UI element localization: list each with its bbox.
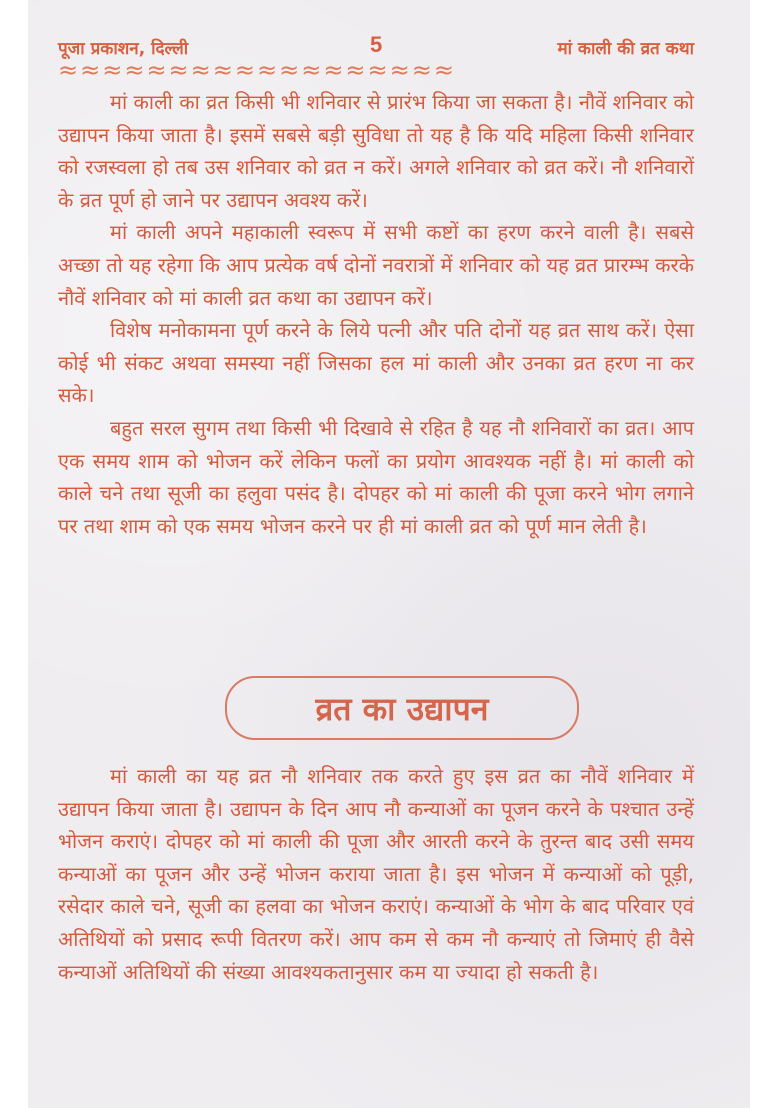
page-number: 5 — [370, 32, 383, 57]
publisher-name: पूजा प्रकाशन, दिल्ली — [58, 39, 189, 59]
paragraph: विशेष मनोकामना पूर्ण करने के लिये पत्नी और पति दोनों यह व्रत साथ करें। ऐसा कोई भी संकट अथवा समस्या नहीं जिसका हल मां काली और उनका व्रत हरण ना कर सके। — [58, 318, 694, 408]
paragraph: बहुत सरल सुगम तथा किसी भी दिखावे से रहित है यह नौ शनिवारों का व्रत। आप एक समय शाम को भोजन करें लेकिन फलों का प्रयोग आवश्यक नहीं है। मां काली को काले चने तथा सूजी का हलुवा पसंद है। दोपहर को मां काली की पूजा करने भोग लगाने पर तथा शाम को एक समय भोजन करने पर ही मां काली व्रत को पूर्ण मान लेती है। — [58, 415, 694, 538]
section-intro — [58, 86, 694, 542]
section-udyapan — [58, 760, 694, 988]
book-title: मां काली की व्रत कथा — [557, 39, 694, 59]
section-heading-box — [225, 676, 579, 740]
paragraph: मां काली का व्रत किसी भी शनिवार से प्रारंभ किया जा सकता है। नौवें शनिवार को उद्यापन किया जाता है। इसमें सबसे बड़ी सुविधा तो यह है कि यदि महिला किसी शनिवार को रजस्वला हो तब उस शनिवार को व्रत न करें। अगले शनिवार को व्रत करें। नौ शनिवारों के व्रत पूर्ण हो जाने पर उद्यापन अवश्य करें। — [58, 90, 694, 212]
paragraph: मां काली का यह व्रत नौ शनिवार तक करते हुए इस व्रत का नौवें शनिवार में उद्यापन किया जाता है। उद्यापन के दिन आप नौ कन्याओं का पूजन करने के पश्चात उन्हें भोजन कराएं। दोपहर को मां काली की पूजा और आरती करने के तुरन्त बाद उसी समय कन्याओं का पूजन और उन्हें भोजन कराया जाता है। इस भोजन में कन्याओं को पूड़ी, रसेदार काले चने, सूजी का हलवा का भोजन कराएं। कन्याओं के भोग के बाद परिवार एवं अतिथियों को प्रसाद रूपी वितरण करें। आप कम से कम नौ कन्याएं तो जिमाएं ही वैसे कन्याओं अतिथियों की संख्या आवश्यकतानुसार कम या ज्यादा हो सकती है। — [58, 764, 694, 984]
section-heading: व्रत का उद्यापन — [315, 689, 489, 728]
wave-divider: ≈≈≈≈≈≈≈≈≈≈≈≈≈≈≈≈≈≈ — [58, 58, 456, 82]
paragraph: मां काली अपने महाकाली स्वरूप में सभी कष्टों का हरण करने वाली है। सबसे अच्छा तो यह रहेगा कि आप प्रत्येक वर्ष दोनों नवरात्रों में शनिवार को यह व्रत प्रारम्भ करके नौवें शनिवार को मां काली व्रत कथा का उद्यापन करें। — [58, 220, 694, 310]
